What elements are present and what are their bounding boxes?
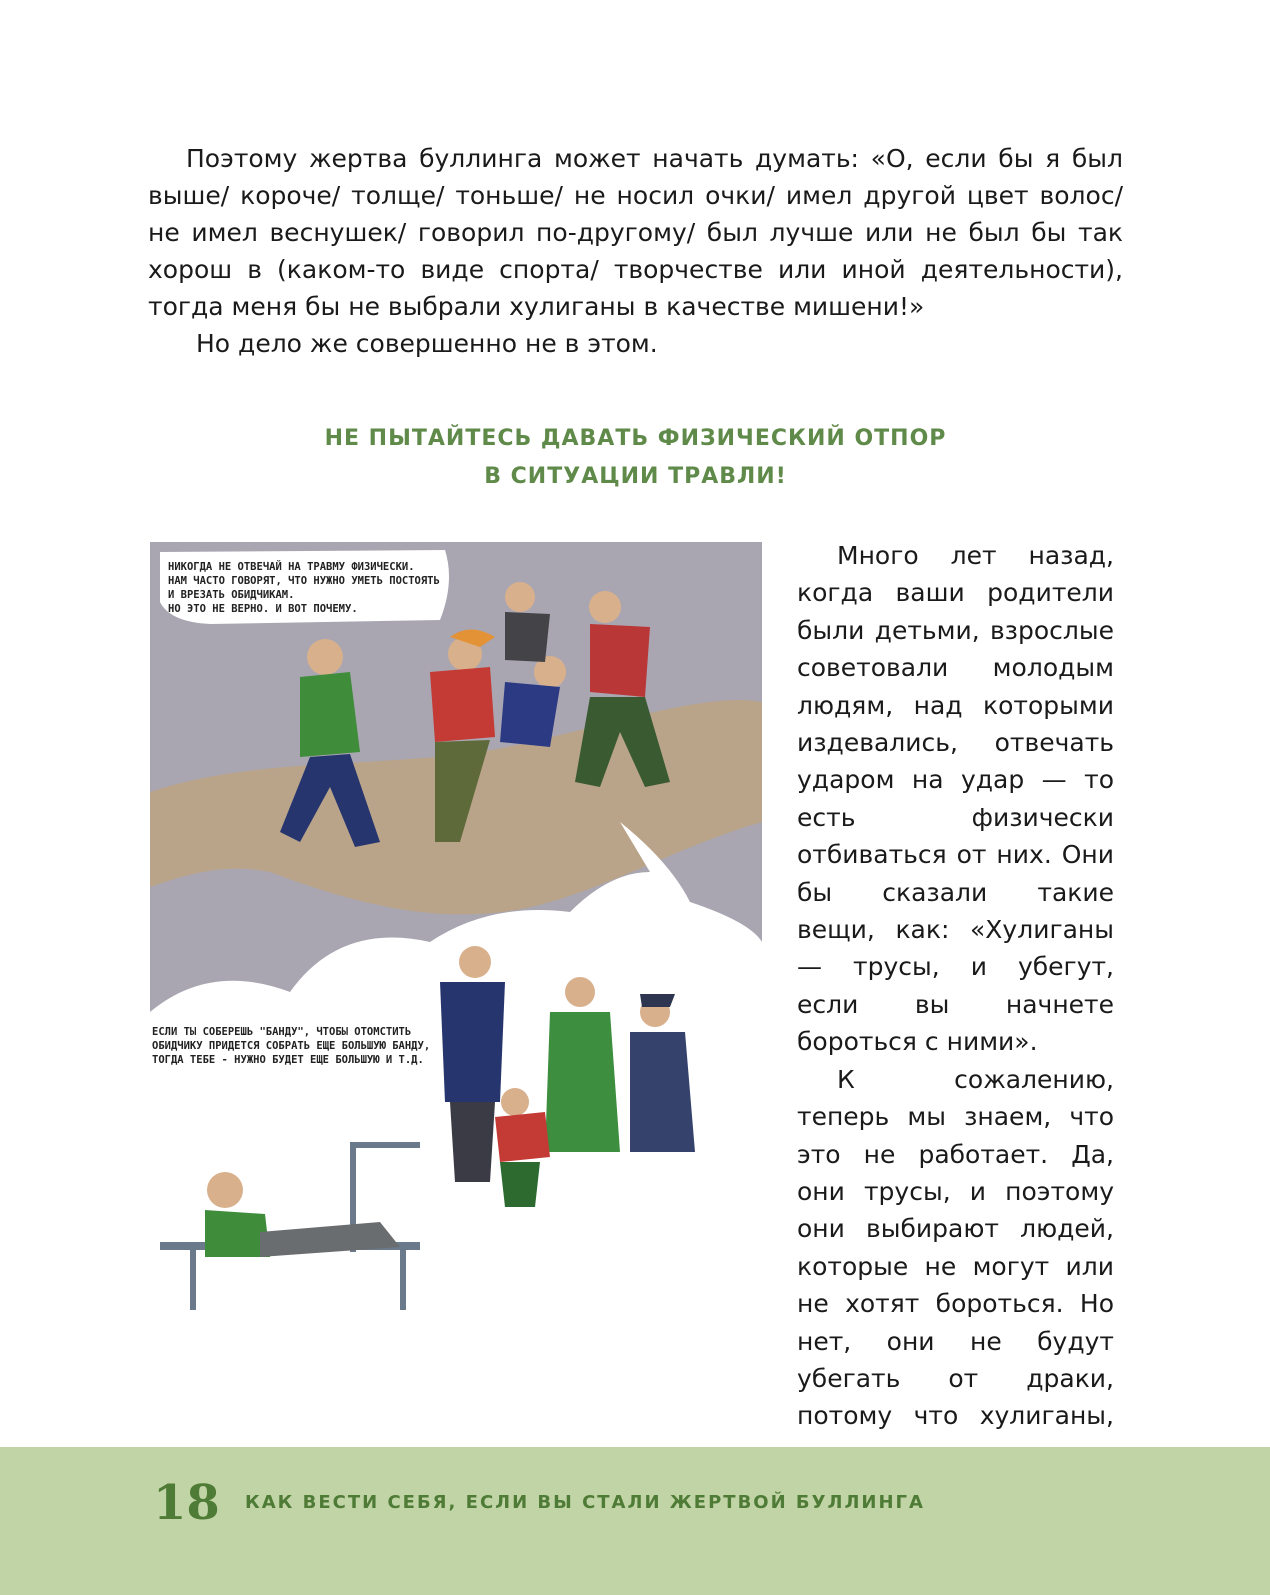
- running-head: КАК ВЕСТИ СЕБЯ, ЕСЛИ ВЫ СТАЛИ ЖЕРТВОЙ БУЛЛИНГА: [245, 1492, 925, 1513]
- intro-paragraph-2: Но дело же совершенно не в этом.: [196, 329, 658, 358]
- bubble2-line-2: ОБИДЧИКУ ПРИДЕТСЯ СОБРАТЬ ЕЩЕ БОЛЬШУЮ БАНДУ,: [152, 1040, 431, 1052]
- section-heading-line-1: НЕ ПЫТАЙТЕСЬ ДАВАТЬ ФИЗИЧЕСКИЙ ОТПОР: [324, 426, 947, 451]
- page-footer: [0, 1447, 1270, 1595]
- bubble1-line-4: НО ЭТО НЕ ВЕРНО. И ВОТ ПОЧЕМУ.: [168, 603, 358, 615]
- bubble1-line-3: И ВРЕЗАТЬ ОБИДЧИКАМ.: [168, 589, 295, 601]
- comic-artwork: [150, 542, 762, 1387]
- section-heading: [148, 420, 1123, 496]
- page-number: 18: [153, 1475, 220, 1531]
- bubble2-line-3: ТОГДА ТЕБЕ - НУЖНО БУДЕТ ЕЩЕ БОЛЬШУЮ И Т.Д.: [152, 1054, 424, 1066]
- bubble1-line-2: НАМ ЧАСТО ГОВОРЯТ, ЧТО НУЖНО УМЕТЬ ПОСТОЯТЬ: [168, 575, 440, 587]
- intro-text: [148, 140, 1123, 362]
- comic-illustration: [150, 542, 762, 1387]
- side-text: [797, 537, 1114, 1584]
- section-heading-line-2: В СИТУАЦИИ ТРАВЛИ!: [484, 464, 787, 489]
- bubble2-line-1: ЕСЛИ ТЫ СОБЕРЕШЬ "БАНДУ", ЧТОБЫ ОТОМСТИТЬ: [152, 1026, 412, 1038]
- bubble1-line-1: НИКОГДА НЕ ОТВЕЧАЙ НА ТРАВМУ ФИЗИЧЕСКИ.: [168, 561, 415, 573]
- intro-paragraph-1: Поэтому жертва буллинга может начать думать: «О, если бы я был выше/ короче/ толще/ тоньше/ не носил очки/ имел другой цвет волос/ не имел веснушек/ говорил по-другому/ был лучше или не был бы так хорош в (каком-то виде спорта/ творчестве или иной деятельности), тогда меня бы не выбрали хулиганы в качестве мишени!»: [148, 144, 1123, 321]
- side-paragraph-1: Много лет назад, когда ваши родители были детьми, взрослые советовали молодым людям, над которыми издевались, отвечать ударом на удар — то есть физически отбиваться от них. Они бы сказали такие вещи, как: «Хулиганы — трусы, и убегут, если вы начнете бороться с ними».: [797, 541, 1114, 1057]
- side-paragraph-2: К сожалению, теперь мы знаем, что это не работает. Да, они трусы, и поэтому они выбирают людей, которые не могут или не хотят бороться. Но нет, они не будут убегать от драки, потому что хулиганы,: [797, 1064, 1114, 1431]
